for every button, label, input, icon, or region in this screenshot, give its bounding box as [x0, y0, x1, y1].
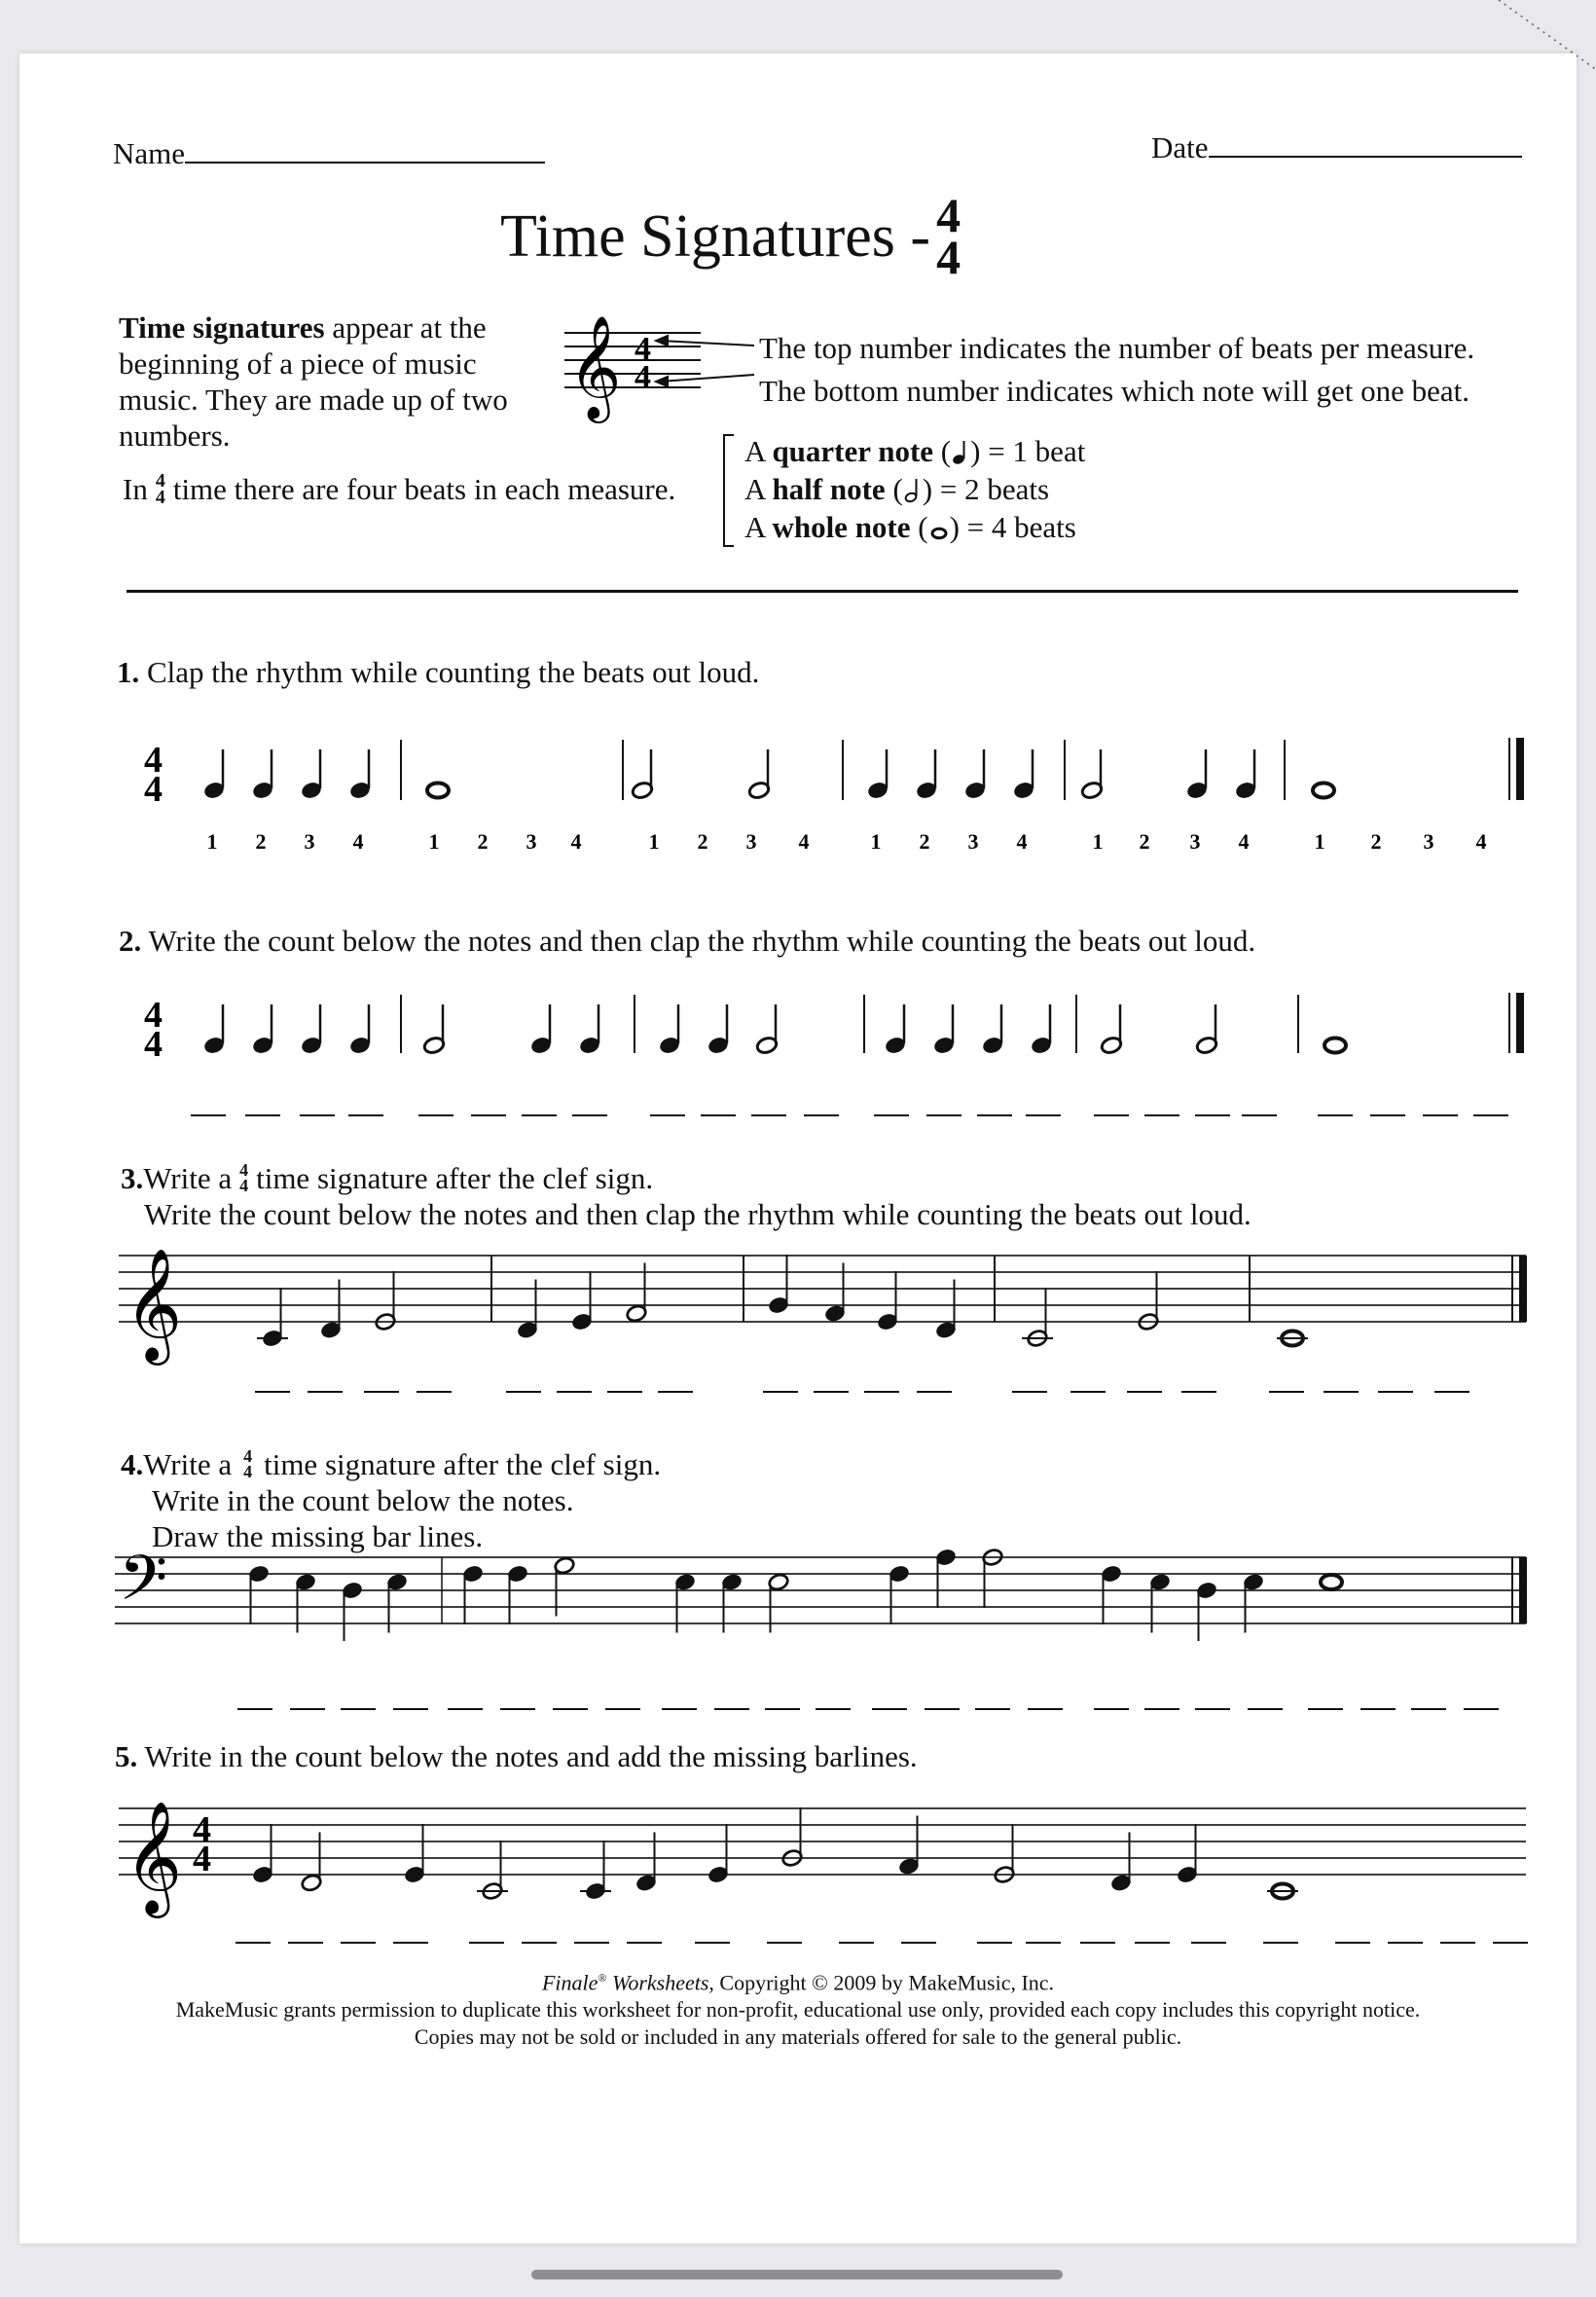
intro-line3: music. They are made up of two — [119, 383, 508, 417]
nv-close: ) = 4 beats — [949, 510, 1076, 544]
copyright-footer — [0, 1964, 1596, 2051]
nv-pre: A — [744, 472, 773, 506]
exercise-4-line2: Write in the count below the notes. — [152, 1483, 574, 1517]
exercise-1-number: 1. — [117, 655, 140, 689]
bottom-number-explanation: The bottom number indicates which note will get one beat. — [759, 374, 1470, 408]
whole-note — [1313, 784, 1334, 798]
exercise-3-pre: Write a — [143, 1161, 233, 1195]
beat-count: 1 — [870, 829, 882, 854]
inline-sig-bottom: 4 — [155, 486, 165, 508]
nv-pre: A — [744, 510, 773, 544]
top-number-explanation: The top number indicates the number of beats per measure. — [759, 331, 1475, 365]
in-label: In — [123, 472, 148, 506]
beat-count: 2 — [1139, 829, 1150, 854]
time-sig-bottom: 4 — [144, 1024, 163, 1065]
inline-sig-top: 4 — [155, 469, 165, 492]
nv-pre: A — [744, 434, 773, 468]
beat-count: 4 — [352, 829, 364, 854]
time-sig-top: 4 — [144, 740, 163, 781]
exercise-5-text: Write in the count below the notes and add the missing barlines. — [137, 1739, 918, 1773]
beat-count: 3 — [304, 829, 315, 854]
intro-line2: beginning of a piece of music — [119, 346, 477, 381]
four-four-rest: time there are four beats in each measure. — [172, 472, 676, 506]
title-sig-top: 4 — [936, 188, 961, 242]
beat-count: 3 — [1189, 829, 1201, 854]
exercise-3-line2: Write the count below the notes and then clap the rhythm while counting the beats out loud. — [144, 1197, 1251, 1231]
beat-count: 1 — [1092, 829, 1104, 854]
time-sig-top: 4 — [193, 1809, 211, 1850]
intro-bold-term: Time signatures — [119, 310, 325, 345]
ex4-sig-top: 4 — [243, 1446, 253, 1467]
diagram-sig-top: 4 — [635, 331, 651, 367]
diagram-sig-bottom: 4 — [635, 359, 651, 395]
nv-term: whole note — [772, 510, 911, 544]
ex3-sig-top: 4 — [239, 1160, 249, 1181]
ex4-sig-bottom: 4 — [243, 1461, 253, 1481]
footer-worksheets: Worksheets — [606, 1970, 709, 1995]
beat-count: 1 — [1314, 829, 1325, 854]
exercise-2-text: Write the count below the notes and then clap the rhythm while counting the beats out loud. — [141, 924, 1256, 958]
ex3-sig-bottom: 4 — [239, 1175, 249, 1195]
footer-reg: ® — [598, 1971, 607, 1985]
beat-count: 3 — [526, 829, 537, 854]
nv-open: ( — [910, 510, 928, 544]
beat-count: 3 — [1423, 829, 1434, 854]
beat-count: 2 — [1370, 829, 1382, 854]
beat-count: 4 — [1238, 829, 1250, 854]
beat-count: 4 — [1016, 829, 1028, 854]
time-sig-top: 4 — [144, 995, 163, 1036]
footer-line2: MakeMusic grants permission to duplicate this worksheet for non-profit, educational use only, provided each copy includes this copyright notice. — [175, 1997, 1421, 2023]
time-sig-bottom: 4 — [144, 769, 163, 810]
treble-clef-icon: 𝄞 — [568, 317, 622, 417]
name-label: Name — [113, 136, 186, 170]
beat-count: 1 — [648, 829, 660, 854]
exercise-3-staff — [119, 1256, 1526, 1322]
final-barline-thick — [1519, 1557, 1527, 1623]
beat-count: 1 — [428, 829, 440, 854]
page-title-text: Time Signatures - — [500, 202, 931, 270]
beat-count: 4 — [1475, 829, 1487, 854]
nv-term: quarter note — [772, 434, 934, 468]
exercise-3-number: 3. — [121, 1161, 144, 1195]
final-barline-thick — [1516, 738, 1524, 800]
nv-term: half note — [772, 472, 886, 506]
exercise-4-post: time signature after the clef sign. — [264, 1447, 662, 1481]
bass-clef-icon: 𝄢 — [119, 1544, 168, 1628]
beat-count: 3 — [745, 829, 757, 854]
final-barline-thick — [1516, 993, 1524, 1053]
beat-count: 2 — [697, 829, 708, 854]
beat-count: 2 — [477, 829, 489, 854]
nv-close: ) = 1 beat — [970, 434, 1086, 468]
footer-line3: Copies may not be sold or included in any materials offered for sale to the general public. — [414, 2024, 1182, 2050]
home-indicator[interactable] — [531, 2270, 1063, 2279]
exercise-4-pre: Write a — [143, 1447, 233, 1481]
exercise-4-staff — [115, 1557, 1526, 1623]
treble-clef-icon: 𝄞 — [125, 1251, 183, 1359]
treble-clef-icon: 𝄞 — [125, 1804, 183, 1912]
intro-line1: appear at the — [324, 310, 487, 345]
exercise-4-line3: Draw the missing bar lines. — [152, 1519, 484, 1553]
beat-count: 2 — [919, 829, 930, 854]
exercise-4-number: 4. — [121, 1447, 144, 1481]
whole-note — [1321, 1575, 1342, 1589]
nv-close: ) = 2 beats — [922, 472, 1050, 506]
exercise-3-post: time signature after the clef sign. — [256, 1161, 654, 1195]
nv-open: ( — [933, 434, 952, 468]
beat-count: 1 — [206, 829, 218, 854]
exercise-1-text: Clap the rhythm while counting the beats out loud. — [139, 655, 760, 689]
intro-line4: numbers. — [119, 419, 231, 453]
final-barline-thick — [1519, 1256, 1527, 1322]
footer-finale: Finale — [541, 1970, 598, 1995]
time-sig-bottom: 4 — [193, 1839, 211, 1879]
exercise-5-number: 5. — [115, 1739, 138, 1773]
exercise-2-number: 2. — [119, 924, 142, 958]
title-sig-bottom: 4 — [936, 229, 961, 284]
beat-count: 3 — [967, 829, 979, 854]
nv-open: ( — [885, 472, 903, 506]
exercise-5-staff — [119, 1808, 1526, 1875]
beat-count: 2 — [255, 829, 267, 854]
footer-copyright: , Copyright © 2009 by MakeMusic, Inc. — [708, 1970, 1055, 1995]
date-label: Date — [1151, 130, 1209, 164]
beat-count: 4 — [570, 829, 582, 854]
footer-line1 — [0, 1964, 1596, 1996]
beat-count: 4 — [798, 829, 810, 854]
whole-note — [427, 784, 449, 798]
whole-note — [1324, 1039, 1346, 1053]
